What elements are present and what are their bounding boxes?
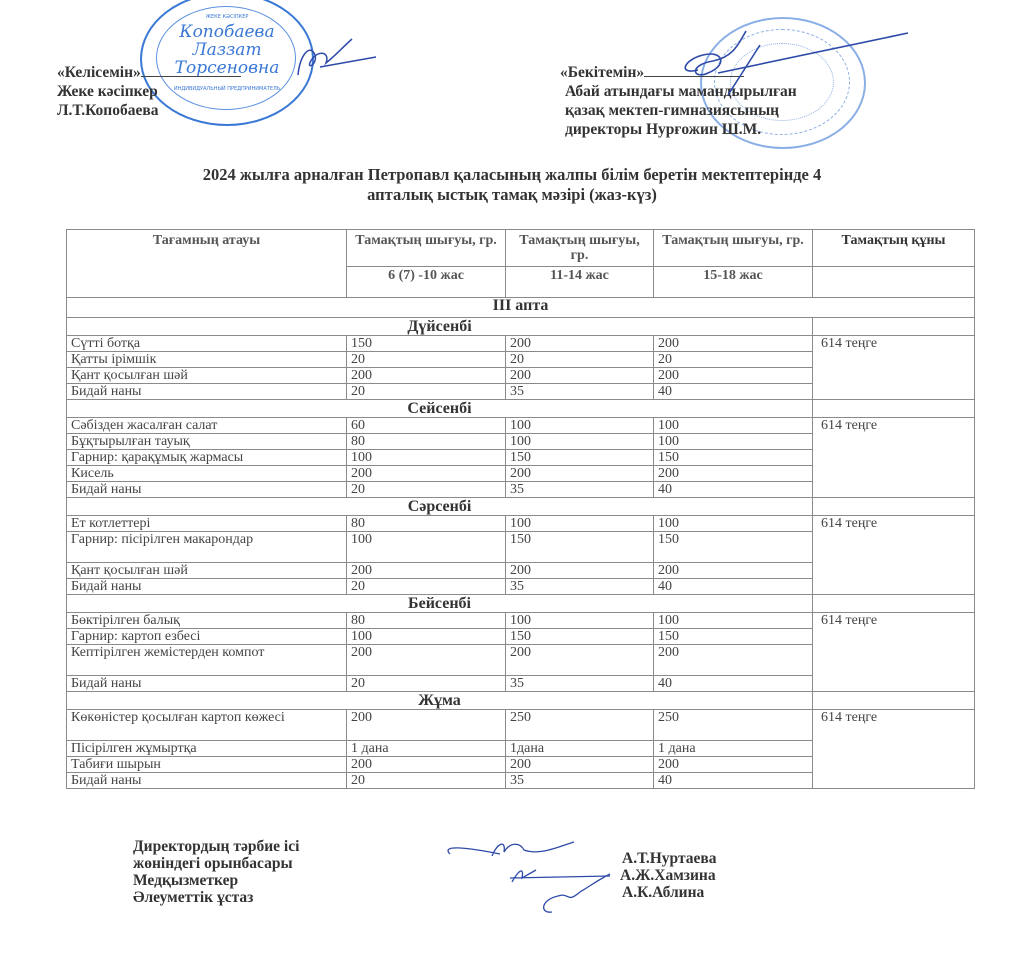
name-medical-staff: А.Ж.Хамзина [620, 867, 716, 884]
portion-age-group-2: 200 [506, 368, 654, 384]
portion-age-group-3: 100 [654, 434, 813, 450]
portion-age-group-3: 200 [654, 757, 813, 773]
dish-name: Кептірілген жемістерден компот [67, 645, 347, 676]
header-yield-young: Тамақтың шығуы, гр. [347, 230, 506, 267]
day-name: Дүйсенбі [67, 318, 813, 336]
portion-age-group-1: 100 [347, 450, 506, 466]
approval-approved-line-2: қазақ мектеп-гимназиясының [565, 102, 780, 119]
portion-age-group-2: 200 [506, 336, 654, 352]
dish-name: Көкөністер қосылған картоп көжесі [67, 710, 347, 741]
approval-agreed-role: Жеке кәсіпкер [57, 83, 158, 100]
portion-age-group-1: 20 [347, 579, 506, 595]
signatures-staff [440, 838, 620, 918]
header-dish-name: Тағамның атауы [67, 230, 347, 298]
day-name: Жұма [67, 692, 813, 710]
cost-header-empty [813, 318, 975, 336]
portion-age-group-1: 100 [347, 532, 506, 563]
header-cost: Тамақтың құны [813, 230, 975, 267]
portion-age-group-1: 80 [347, 516, 506, 532]
role-medical-staff: Медқызметкер [133, 872, 239, 889]
cost-header-empty [813, 498, 975, 516]
portion-age-group-2: 35 [506, 676, 654, 692]
dish-name: Бидай наны [67, 579, 347, 595]
approval-agreed-label: «Келісемін» [57, 64, 141, 81]
portion-age-group-1: 20 [347, 676, 506, 692]
day-header-row [67, 318, 975, 336]
portion-age-group-2: 150 [506, 629, 654, 645]
portion-age-group-1: 200 [347, 710, 506, 741]
portion-age-group-2: 200 [506, 563, 654, 579]
portion-age-group-1: 150 [347, 336, 506, 352]
portion-age-group-1: 20 [347, 352, 506, 368]
header-yield-middle: Тамақтың шығуы, гр. [506, 230, 654, 267]
approval-agreed-block [57, 63, 241, 120]
portion-age-group-3: 40 [654, 482, 813, 498]
header-yield-senior: Тамақтың шығуы, гр. [654, 230, 813, 267]
stamp-top-text: ЖЕКЕ КӘСІПКЕР [205, 14, 249, 20]
portion-age-group-2: 150 [506, 532, 654, 563]
name-social-teacher: А.К.Аблина [622, 884, 705, 901]
portion-age-group-2: 20 [506, 352, 654, 368]
portion-age-group-1: 1 дана [347, 741, 506, 757]
meal-cost: 614 теңге [813, 613, 975, 692]
dish-name: Қант қосылған шәй [67, 368, 347, 384]
portion-age-group-1: 80 [347, 613, 506, 629]
portion-age-group-3: 20 [654, 352, 813, 368]
portion-age-group-2: 100 [506, 434, 654, 450]
cost-header-empty [813, 595, 975, 613]
portion-age-group-1: 100 [347, 629, 506, 645]
portion-age-group-3: 100 [654, 516, 813, 532]
portion-age-group-1: 200 [347, 563, 506, 579]
portion-age-group-3: 40 [654, 384, 813, 400]
portion-age-group-1: 200 [347, 757, 506, 773]
portion-age-group-3: 250 [654, 710, 813, 741]
dish-name: Табиғи шырын [67, 757, 347, 773]
portion-age-group-3: 40 [654, 676, 813, 692]
approval-agreed-name: Л.Т.Копобаева [57, 102, 159, 119]
day-name: Сейсенбі [67, 400, 813, 418]
dish-name: Бидай наны [67, 384, 347, 400]
portion-age-group-3: 150 [654, 450, 813, 466]
portion-age-group-1: 200 [347, 645, 506, 676]
table-row [67, 516, 975, 532]
week-label: ІІІ апта [67, 298, 975, 318]
portion-age-group-1: 200 [347, 368, 506, 384]
dish-name: Бидай наны [67, 773, 347, 789]
header-age-group-1: 6 (7) -10 жас [347, 267, 506, 298]
dish-name: Бидай наны [67, 676, 347, 692]
portion-age-group-2: 35 [506, 482, 654, 498]
menu-table [66, 229, 975, 789]
portion-age-group-3: 150 [654, 532, 813, 563]
cost-header-empty [813, 692, 975, 710]
signature-director [668, 25, 918, 115]
dish-name: Сәбізден жасалған салат [67, 418, 347, 434]
approval-approved-line-1: Абай атындағы мамандырылған [565, 83, 797, 100]
stamp-bottom-text: ИНДИВИДУАЛЬНЫЙ ПРЕДПРИНИМАТЕЛЬ [173, 86, 281, 92]
table-row [67, 613, 975, 629]
role-deputy-line-1: Директордың тәрбие ісі [133, 838, 300, 855]
dish-name: Сүтті ботқа [67, 336, 347, 352]
portion-age-group-3: 200 [654, 336, 813, 352]
dish-name: Бөктірілген балық [67, 613, 347, 629]
role-deputy-line-2: жөніндегі орынбасары [133, 855, 293, 872]
dish-name: Ет котлеттері [67, 516, 347, 532]
portion-age-group-3: 100 [654, 418, 813, 434]
signatories-roles [133, 838, 299, 906]
header-age-group-2: 11-14 жас [506, 267, 654, 298]
portion-age-group-2: 200 [506, 466, 654, 482]
dish-name: Гарнир: қарақұмық жармасы [67, 450, 347, 466]
cost-header-empty [813, 400, 975, 418]
portion-age-group-2: 1дана [506, 741, 654, 757]
portion-age-group-2: 100 [506, 516, 654, 532]
day-name: Сәрсенбі [67, 498, 813, 516]
dish-name: Бұқтырылған тауық [67, 434, 347, 450]
portion-age-group-1: 80 [347, 434, 506, 450]
meal-cost: 614 теңге [813, 336, 975, 400]
portion-age-group-1: 20 [347, 482, 506, 498]
document-title-line-2: апталық ыстық тамақ мәзірі (жаз-күз) [367, 185, 657, 204]
document-title-line-1: 2024 жылға арналған Петропавл қаласының жалпы білім беретін мектептерінде 4 [202, 165, 822, 184]
stamp-name-line-1: Копобаева [179, 22, 275, 42]
portion-age-group-3: 200 [654, 368, 813, 384]
dish-name: Гарнир: картоп езбесі [67, 629, 347, 645]
portion-age-group-3: 40 [654, 579, 813, 595]
approval-approved-line-3: директоры Нурғожин Ш.М. [565, 121, 762, 138]
approval-approved-label: «Бекітемін» [560, 64, 645, 81]
document-title [40, 165, 984, 205]
role-social-teacher: Әлеуметтік ұстаз [133, 889, 254, 906]
portion-age-group-3: 200 [654, 466, 813, 482]
header-cost-empty [813, 267, 975, 298]
meal-cost: 614 теңге [813, 516, 975, 595]
portion-age-group-3: 200 [654, 645, 813, 676]
dish-name: Қатты ірімшік [67, 352, 347, 368]
signatories-names [622, 850, 717, 901]
header-age-group-3: 15-18 жас [654, 267, 813, 298]
stamp-name-line-3: Торсеновна [174, 58, 280, 78]
portion-age-group-3: 200 [654, 563, 813, 579]
portion-age-group-1: 20 [347, 773, 506, 789]
day-name: Бейсенбі [67, 595, 813, 613]
portion-age-group-1: 200 [347, 466, 506, 482]
portion-age-group-2: 100 [506, 418, 654, 434]
portion-age-group-2: 35 [506, 579, 654, 595]
dish-name: Қант қосылған шәй [67, 563, 347, 579]
portion-age-group-3: 40 [654, 773, 813, 789]
meal-cost: 614 теңге [813, 710, 975, 789]
dish-name: Пісірілген жұмыртқа [67, 741, 347, 757]
portion-age-group-2: 200 [506, 757, 654, 773]
meal-cost: 614 теңге [813, 418, 975, 498]
portion-age-group-3: 100 [654, 613, 813, 629]
day-header-row [67, 400, 975, 418]
table-row [67, 336, 975, 352]
portion-age-group-1: 20 [347, 384, 506, 400]
day-header-row [67, 692, 975, 710]
dish-name: Бидай наны [67, 482, 347, 498]
signature-line [141, 76, 241, 77]
portion-age-group-2: 200 [506, 645, 654, 676]
portion-age-group-3: 1 дана [654, 741, 813, 757]
portion-age-group-2: 150 [506, 450, 654, 466]
portion-age-group-2: 100 [506, 613, 654, 629]
signature-left-approver [290, 35, 380, 80]
portion-age-group-2: 35 [506, 384, 654, 400]
portion-age-group-3: 150 [654, 629, 813, 645]
dish-name: Кисель [67, 466, 347, 482]
portion-age-group-2: 250 [506, 710, 654, 741]
portion-age-group-2: 35 [506, 773, 654, 789]
dish-name: Гарнир: пісірілген макарондар [67, 532, 347, 563]
stamp-name-line-2: Лаззат [192, 40, 262, 60]
day-header-row [67, 498, 975, 516]
table-row [67, 418, 975, 434]
table-row [67, 710, 975, 741]
day-header-row [67, 595, 975, 613]
portion-age-group-1: 60 [347, 418, 506, 434]
name-deputy: А.Т.Нуртаева [622, 850, 717, 867]
